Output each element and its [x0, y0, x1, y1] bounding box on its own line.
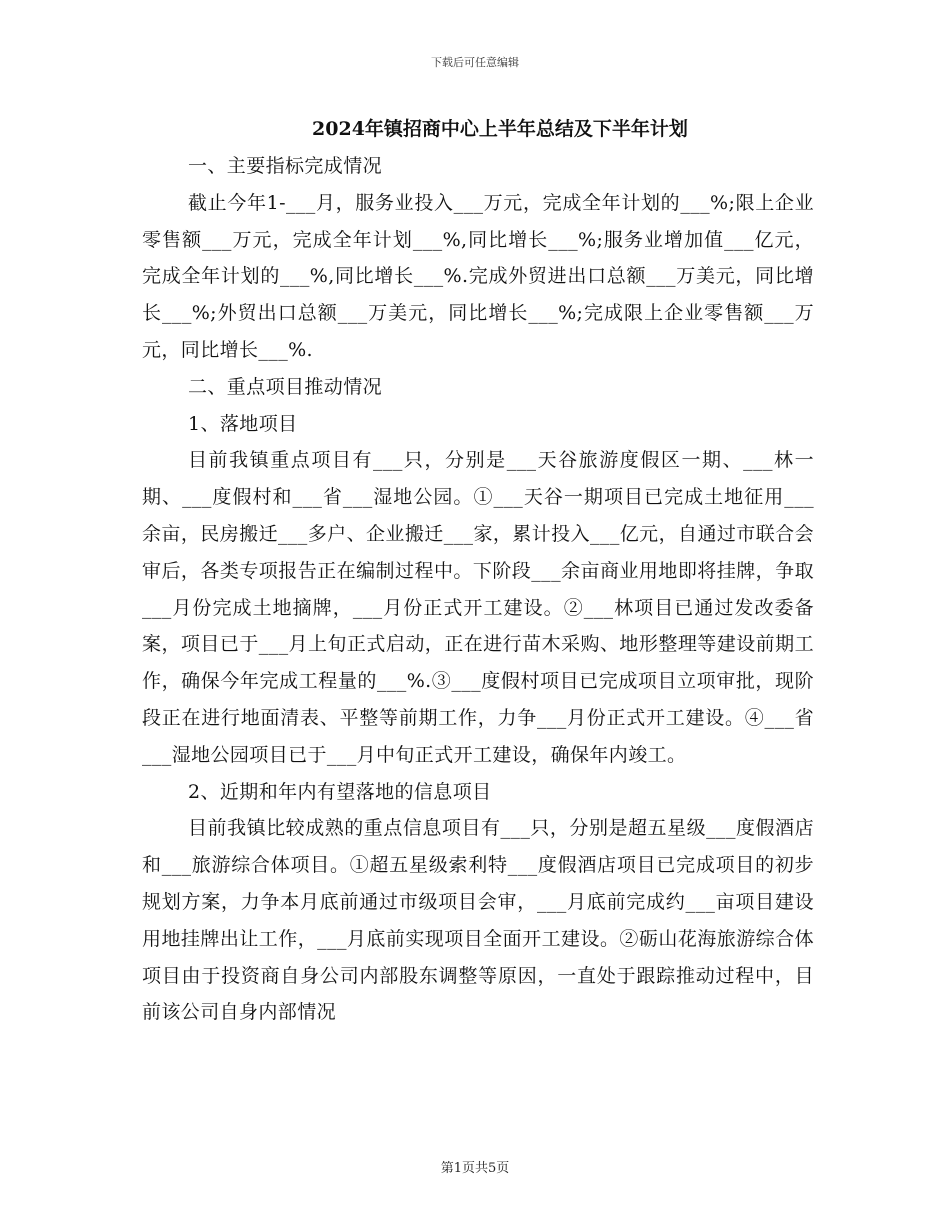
page-footer: 第1页共5页: [440, 1161, 510, 1176]
section-heading-main-indicators: 一、主要指标完成情况: [188, 155, 383, 177]
paragraph-main-indicators: 截止今年1-___月，服务业投入___万元，完成全年计划的___%;限上企业零售额___万元，完成全年计划___%,同比增长___%;服务业增加值___亿元，完成全年计划的___%,同比增长___%.完成外贸进出口总额___万美元，同比增长___%;外贸出口总额___万美元，同比增长___%;完成限上企业零售额___万元，同比增长___%.: [142, 191, 814, 361]
document-title: 2024年镇招商中心上半年总结及下半年计划: [312, 118, 688, 140]
paragraph-landed-projects: 目前我镇重点项目有___只，分别是___天谷旅游度假区一期、___林一期、___度假村和___省___湿地公园。①___天谷一期项目已完成土地征用___余亩，民房搬迁___多户、企业搬迁___家，累计投入___亿元，自通过市联合会审后，各类专项报告正在编制过程中。下阶段___余亩商业用地即将挂牌，争取___月份完成土地摘牌，___月份正式开工建设。②___林项目已通过发改委备案，项目已于___月上旬正式启动，正在进行苗木采购、地形整理等建设前期工作，确保今年完成工程量的___%.③___度假村项目已完成项目立项审批，现阶段正在进行地面清表、平整等前期工作，力争___月份正式开工建设。④___省___湿地公园项目已于___月中旬正式开工建设，确保年内竣工。: [142, 449, 814, 766]
subheading-landed-projects: 1、落地项目: [188, 412, 298, 435]
subheading-info-projects: 2、近期和年内有望落地的信息项目: [188, 780, 492, 803]
document-body: [142, 148, 814, 1031]
section-heading-key-projects: 二、重点项目推动情况: [188, 375, 383, 398]
header-note: 下载后可任意编辑: [431, 56, 519, 69]
paragraph-info-projects: 目前我镇比较成熟的重点信息项目有___只，分别是超五星级___度假酒店和___旅游综合体项目。①超五星级索利特___度假酒店项目已完成项目的初步规划方案，力争本月底前通过市级项目会审，___月底前完成约___亩项目建设用地挂牌出让工作，___月底前实现项目全面开工建设。②砺山花海旅游综合体项目由于投资商自身公司内部股东调整等原因，一直处于跟踪推动过程中，目前该公司自身内部情况: [142, 817, 814, 1024]
